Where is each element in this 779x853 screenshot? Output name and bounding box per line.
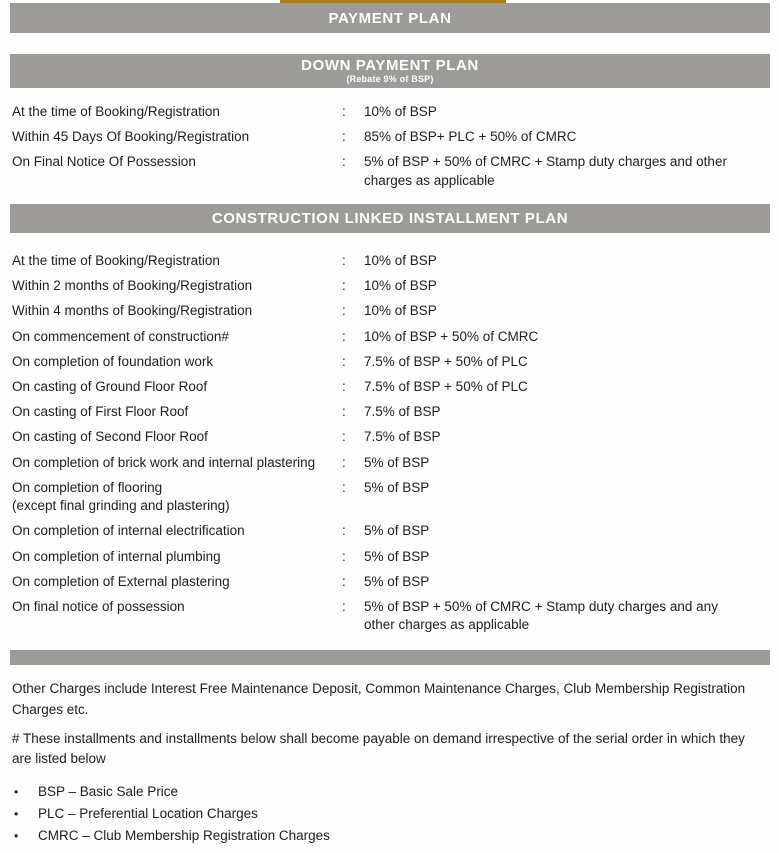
colon-separator: : (342, 278, 346, 294)
colon-separator: : (342, 548, 346, 564)
milestone-label: On completion of brick work and internal plastering (12, 454, 316, 470)
colon-separator: : (342, 129, 346, 145)
down-payment-plan-header (10, 54, 770, 88)
payment-schedule-row (12, 103, 751, 121)
milestone-label: On completion of foundation work (12, 353, 214, 369)
milestone-label: On completion of flooring (12, 479, 163, 495)
down-payment-plan-rebate-note: (Rebate 9% of BSP) (346, 74, 434, 85)
colon-separator: : (342, 328, 346, 344)
payment-schedule-row (12, 598, 751, 634)
milestone-label: Within 45 Days Of Booking/Registration (12, 129, 250, 145)
payment-value: 7.5% of BSP (364, 404, 441, 420)
payment-schedule-row (12, 128, 751, 146)
milestone-label: Within 2 months of Booking/Registration (12, 278, 253, 294)
milestone-label: On final notice of possession (12, 598, 185, 614)
payment-schedule-row (12, 403, 751, 421)
payment-schedule-row (12, 353, 751, 371)
colon-separator: : (342, 252, 346, 268)
payment-value: 10% of BSP (364, 104, 437, 119)
payment-schedule-row (12, 378, 751, 396)
colon-separator: : (342, 479, 346, 495)
list-item (14, 783, 767, 801)
hash-installments-note: # These installments and installments below shall become payable on demand irrespective of the serial order in which they are listed below (12, 730, 745, 767)
payment-schedule-row (12, 479, 751, 515)
down-payment-plan-title: DOWN PAYMENT PLAN (301, 57, 479, 75)
payment-schedule-row (12, 277, 751, 295)
colon-separator: : (342, 154, 346, 170)
construction-plan-header (10, 204, 770, 233)
milestone-label: On completion of External plastering (12, 573, 230, 589)
colon-separator: : (342, 378, 346, 394)
milestone-label: At the time of Booking/Registration (12, 104, 220, 119)
abbreviations-list (14, 783, 767, 844)
list-item (14, 805, 767, 823)
milestone-label: On Final Notice Of Possession (12, 154, 196, 170)
payment-value: 10% of BSP + 50% of CMRC (364, 328, 539, 344)
payment-value: 7.5% of BSP (364, 429, 441, 445)
payment-value: 5% of BSP (364, 548, 430, 564)
construction-plan-title: CONSTRUCTION LINKED INSTALLMENT PLAN (211, 209, 569, 227)
colon-separator: : (342, 573, 346, 589)
payment-value: 5% of BSP (364, 454, 430, 470)
milestone-label: On completion of internal electrification (12, 523, 245, 539)
colon-separator: : (342, 598, 346, 614)
payment-value: 5% of BSP (364, 523, 430, 539)
payment-value: 5% of BSP (364, 573, 430, 589)
milestone-label: On completion of internal plumbing (12, 548, 221, 564)
abbreviation-cmrc: CMRC – Club Membership Registration Charges (38, 827, 330, 843)
payment-value: 85% of BSP+ PLC + 50% of CMRC (364, 129, 577, 145)
colon-separator: : (342, 404, 346, 420)
payment-schedule-row (12, 548, 751, 566)
payment-schedule-row (12, 153, 751, 189)
milestone-label: On casting of Second Floor Roof (12, 429, 208, 445)
bullet-icon: • (14, 828, 19, 843)
gold-accent-line (280, 0, 506, 3)
other-charges-note: Other Charges include Interest Free Maintenance Deposit, Common Maintenance Charges, Club Membership Registration Charges etc. (12, 681, 746, 717)
payment-plan-header (10, 3, 770, 33)
payment-value: 10% of BSP (364, 252, 437, 268)
payment-value: 5% of BSP + 50% of CMRC + Stamp duty charges and other charges as applicable (364, 154, 727, 188)
milestone-label: On casting of First Floor Roof (12, 404, 189, 420)
notes-section (12, 679, 767, 769)
payment-schedule-row (12, 454, 751, 472)
milestone-label: Within 4 months of Booking/Registration (12, 303, 253, 319)
abbreviation-plc: PLC – Preferential Location Charges (38, 805, 258, 821)
payment-schedule-row (12, 522, 751, 540)
payment-value: 5% of BSP (364, 479, 430, 495)
payment-plan-title: PAYMENT PLAN (328, 9, 452, 27)
payment-schedule-row (12, 302, 751, 320)
payment-value: 10% of BSP (364, 278, 437, 294)
bullet-icon: • (14, 785, 19, 800)
milestone-label: At the time of Booking/Registration (12, 252, 220, 268)
colon-separator: : (342, 454, 346, 470)
bullet-icon: • (14, 806, 19, 821)
colon-separator: : (342, 523, 346, 539)
down-payment-plan-rows (12, 103, 751, 190)
colon-separator: : (342, 429, 346, 445)
colon-separator: : (342, 104, 346, 119)
payment-value: 5% of BSP + 50% of CMRC + Stamp duty charges and any other charges as applicable (364, 598, 718, 633)
colon-separator: : (342, 353, 346, 369)
payment-value: 10% of BSP (364, 303, 437, 319)
payment-value: 7.5% of BSP + 50% of PLC (364, 378, 528, 394)
colon-separator: : (342, 303, 346, 319)
construction-plan-rows (12, 252, 751, 635)
payment-schedule-row (12, 428, 751, 446)
payment-value: 7.5% of BSP + 50% of PLC (364, 353, 528, 369)
milestone-label-note: (except final grinding and plastering) (12, 498, 230, 514)
payment-schedule-row (12, 252, 751, 270)
section-separator-bar (10, 650, 770, 665)
payment-schedule-row (12, 328, 751, 346)
list-item (14, 827, 767, 845)
milestone-label: On commencement of construction# (12, 328, 229, 344)
abbreviation-bsp: BSP – Basic Sale Price (38, 784, 179, 800)
payment-schedule-row (12, 573, 751, 591)
milestone-label: On casting of Ground Floor Roof (12, 378, 208, 394)
